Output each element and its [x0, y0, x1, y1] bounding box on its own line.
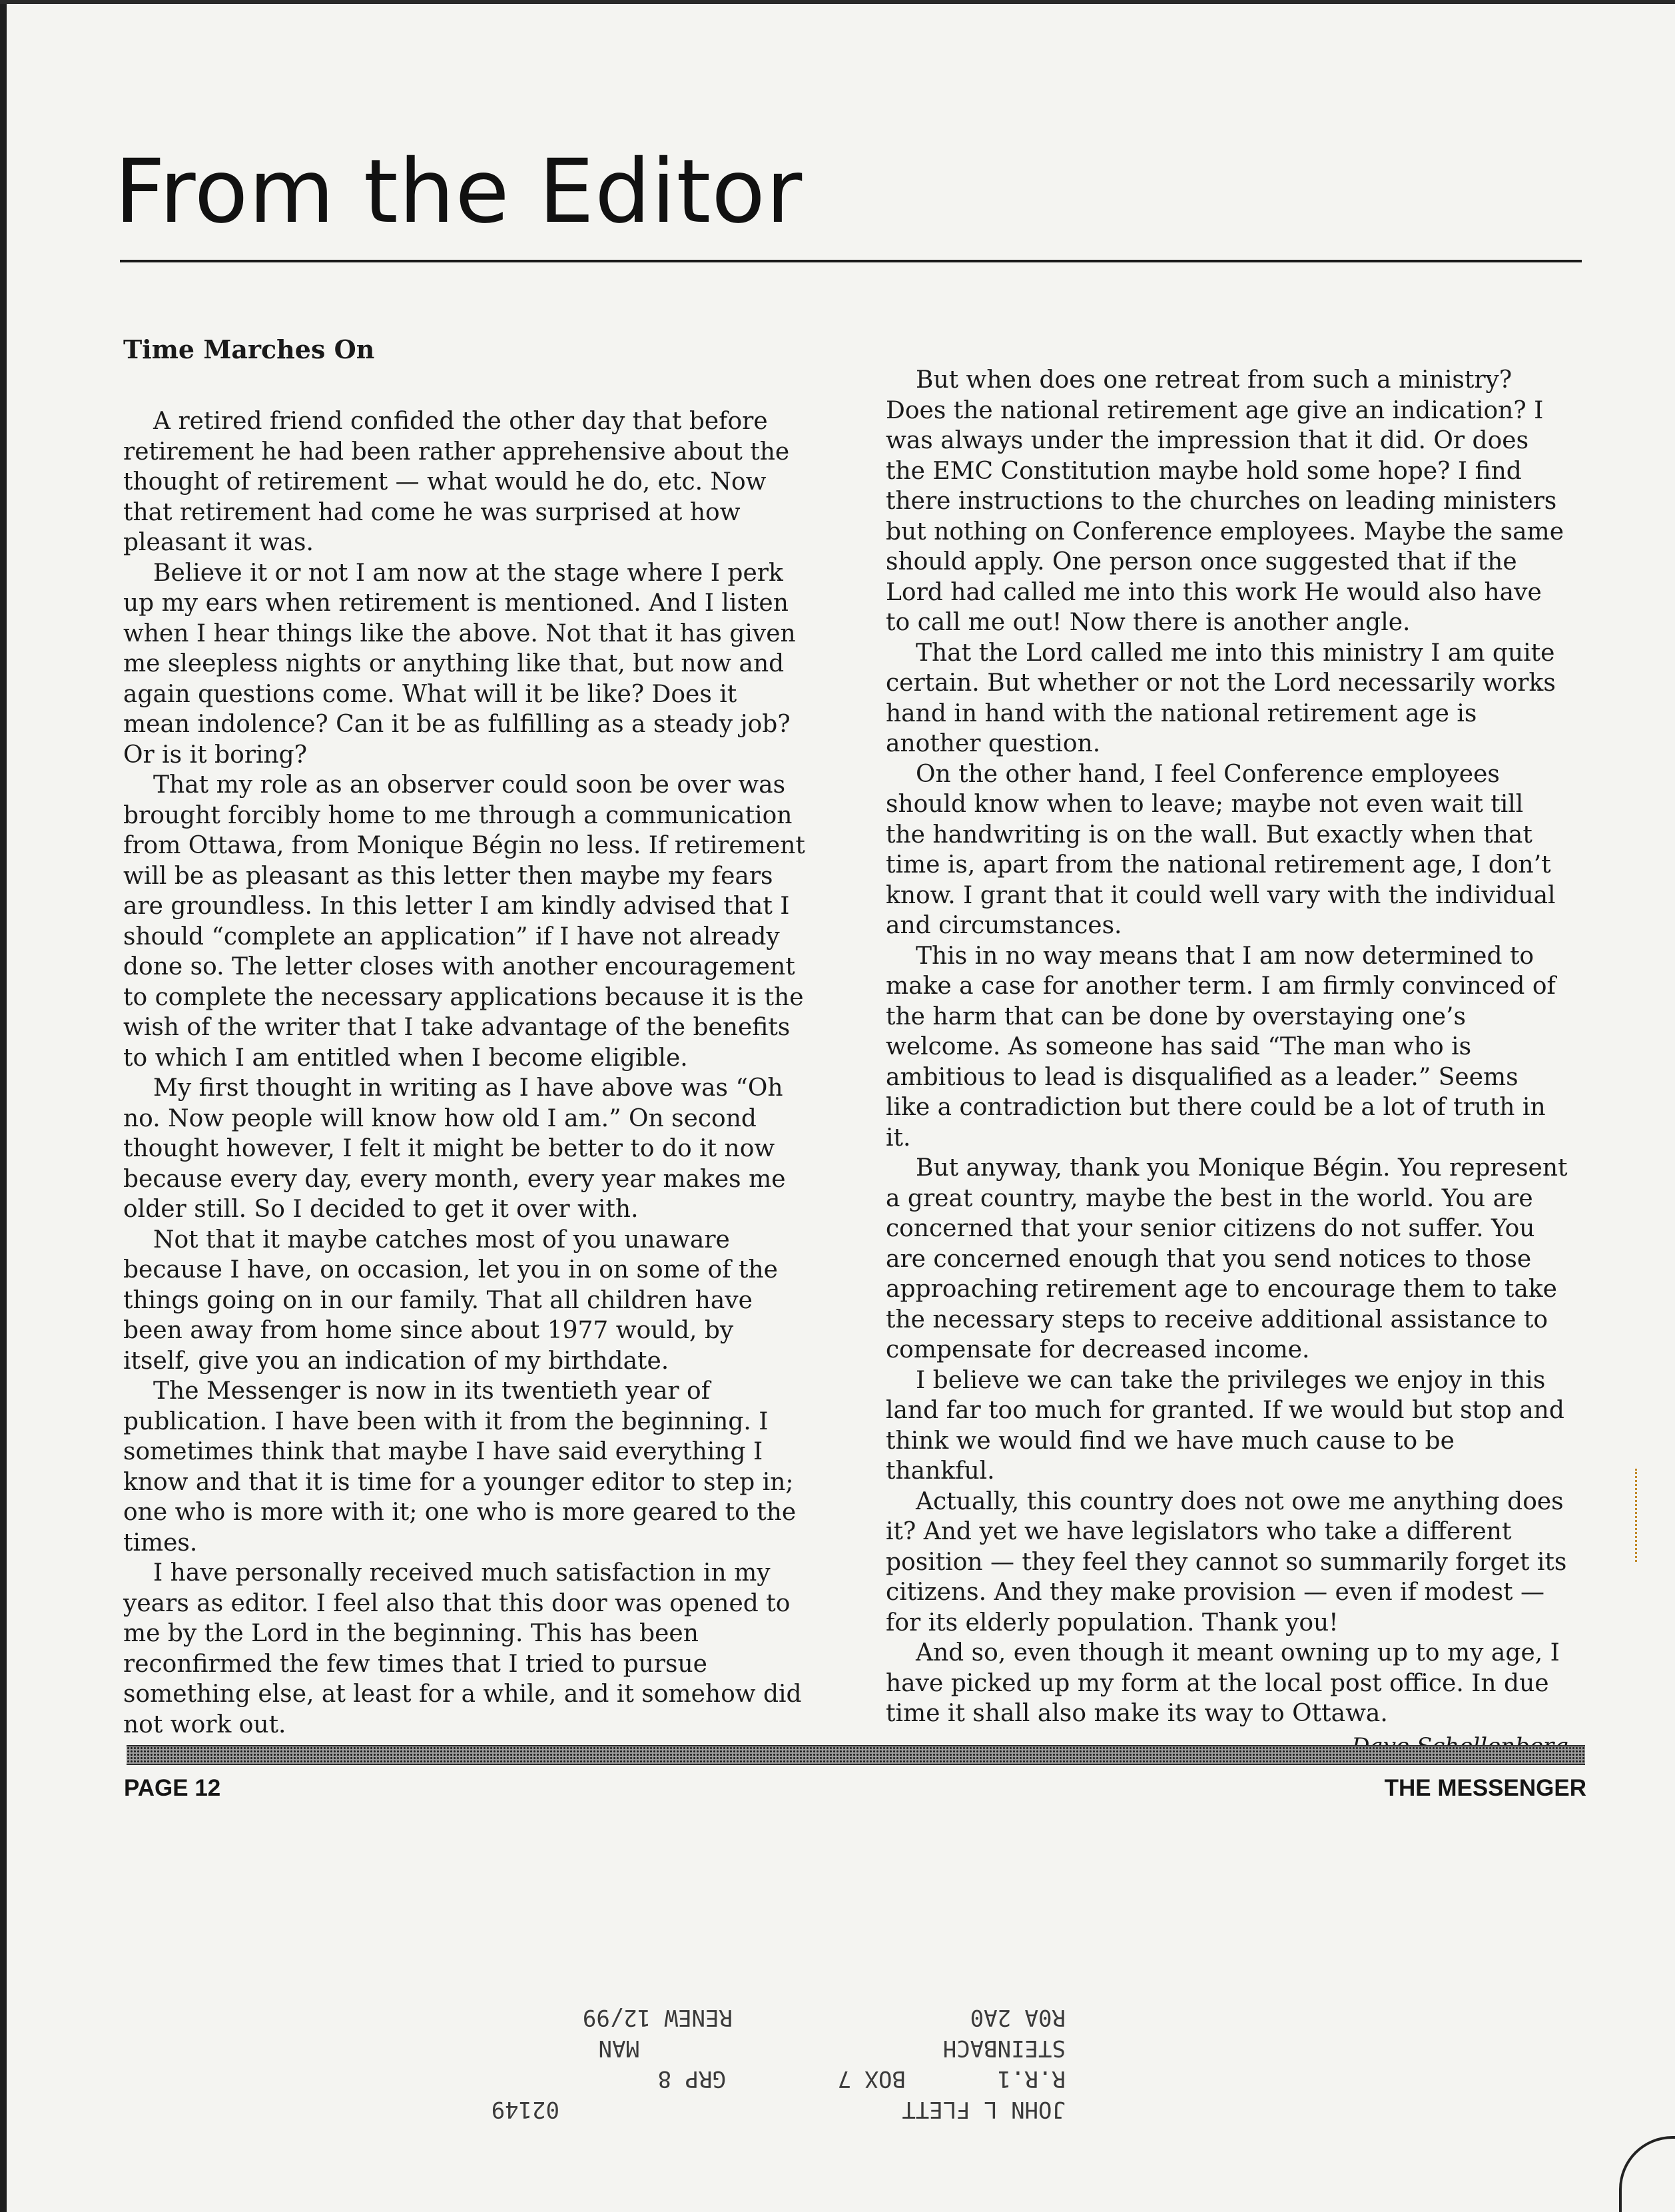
label-town: STEINBACH: [942, 2035, 1066, 2061]
publication-name: THE MESSENGER: [1384, 1775, 1586, 1801]
label-route: R.R.1: [997, 2065, 1066, 2092]
footer-rule: [127, 1745, 1585, 1765]
mailing-label: [360, 1925, 1106, 2125]
paragraph: The Messenger is now in its twentieth year of publication. I have been with it from the beginning. I sometimes think that maybe I have said everything I know and that it is time for a younger editor to step in; one who is more with it; one who is more geared to the times.: [123, 1377, 797, 1557]
paragraph: And so, even though it meant owning up to my age, I have picked up my form at the local post office. In due time it shall also make its way to Ottawa.: [886, 1639, 1560, 1727]
paragraph: I believe we can take the privileges we enjoy in this land far too much for granted. If we would but stop and think we would find we have much cause to be thankful.: [886, 1366, 1564, 1485]
scan-edge-left: [0, 0, 7, 2212]
label-postal: R0A 2A0: [970, 2004, 1066, 2031]
label-renew: RENEW 12/99: [582, 2004, 733, 2031]
paragraph: A retired friend confided the other day that before retirement he had been rather apprehensive about the thought of retirement — what would he do, etc. Now that retirement had come he was surprised at how pleasant it was.: [123, 408, 790, 556]
article-title: Time Marches On: [123, 334, 375, 364]
right-column: [886, 365, 1568, 1762]
label-box: BOX 7: [837, 2065, 906, 2092]
paragraph: Not that it maybe catches most of you unaware because I have, on occasion, let you in on some of the things going on in our family. That all children have been away from home since about 1977 would, by itself, give you an indication of my birthdate.: [123, 1226, 778, 1375]
paragraph: Actually, this country does not owe me anything does it? And yet we have legislators who take a different position — they feel they cannot so summarily forget its citizens. And they make provision — even if modest — for its elderly population. Thank you!: [886, 1487, 1567, 1637]
label-grp: GRP 8: [657, 2065, 726, 2092]
label-code: 02149: [491, 2096, 559, 2123]
paragraph: But anyway, thank you Monique Bégin. You represent a great country, maybe the best in the world. You are concerned that your senior citizens do not suffer. You are concerned enough that you send notices to those approaching retirement age to encourage them to take the necessary steps to receive additional assistance to compensate for decreased income.: [886, 1154, 1568, 1363]
paragraph: But when does one retreat from such a ministry? Does the national retirement age give an indication? I was always under the impression that it did. Or does the EMC Constitution maybe hold some hope? I find there instructions to the churches on leading ministers but nothing on Conference employees. Maybe the same should apply. One person once suggested that if the Lord had called me into this work He would also have to call me out! Now there is another angle.: [886, 366, 1564, 636]
label-province: MAN: [598, 2035, 639, 2061]
paragraph: That the Lord called me into this ministry I am quite certain. But whether or not the Lord necessarily works hand in hand with the national retirement age is another question.: [886, 639, 1556, 757]
paragraph: That my role as an observer could soon be over was brought forcibly home to me through a communication from Ottawa, from Monique Bégin no less. If retirement will be as pleasant as this letter then maybe my fears are groundless. In this letter I am kindly advised that I should “complete an application” if I have not already done so. The letter closes with another encouragement to complete the necessary applications because it is the wish of the writer that I take advantage of the benefits to which I am entitled when I become eligible.: [123, 771, 805, 1072]
label-name: JOHN L FLETT: [902, 2096, 1066, 2123]
scan-edge-top: [0, 0, 1675, 4]
page-title: From the Editor: [115, 141, 803, 243]
paragraph: On the other hand, I feel Conference employees should know when to leave; maybe not even wait till the handwriting is on the wall. But exactly when that time is, apart from the national retirement age, I don’t know. I grant that it could well vary with the individual and circumstances.: [886, 760, 1556, 939]
margin-mark: [1635, 1469, 1641, 1562]
paragraph: I have personally received much satisfaction in my years as editor. I feel also that this door was opened to me by the Lord in the beginning. This has been reconfirmed the few times that I tried to pursue something else, at least for a while, and it somehow did not work out.: [123, 1559, 802, 1738]
title-rule: [120, 260, 1582, 262]
left-column: [123, 333, 806, 1740]
paragraph: This in no way means that I am now determined to make a case for another term. I am firmly convinced of the harm that can be done by overstaying one’s welcome. As someone has said “The man who is ambitious to lead is disqualified as a leader.” Seems like a contradiction but there could be a lot of truth in it.: [886, 942, 1556, 1152]
paragraph: My first thought in writing as I have above was “Oh no. Now people will know how old I am.” On second thought however, I felt it might be better to do it now because every day, every month, every year makes me older still. So I decided to get it over with.: [123, 1074, 786, 1223]
page-number: PAGE 12: [124, 1775, 221, 1801]
corner-mark: [1619, 2136, 1675, 2212]
paragraph: Believe it or not I am now at the stage where I perk up my ears when retirement is mentioned. And I listen when I hear things like the above. Not that it has given me sleepless nights or anything like that, but now and again questions come. What will it be like? Does it mean indolence? Can it be as fulfilling as a steady job? Or is it boring?: [123, 559, 796, 769]
